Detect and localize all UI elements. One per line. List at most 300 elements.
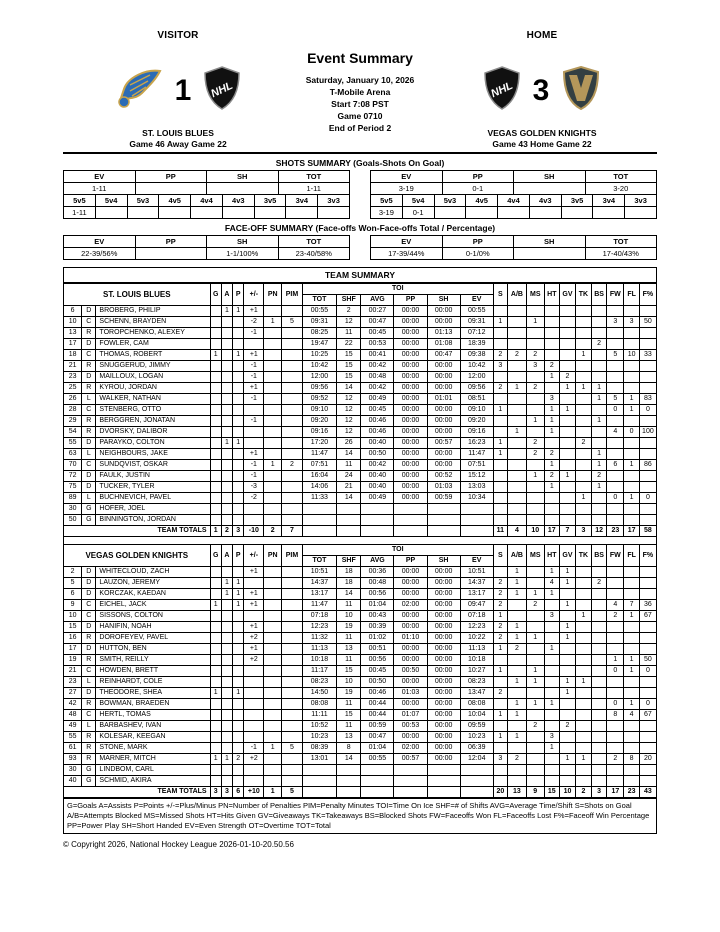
faceoff-group-header: EV — [94, 237, 105, 246]
player-name: BUCHNEVICH, PAVEL — [96, 493, 210, 504]
player-name: TOROPCHENKO, ALEXEY — [96, 328, 210, 339]
player-number: 75 — [64, 482, 82, 493]
team-totals-label: TEAM TOTALS — [64, 787, 210, 798]
shots-group-value — [513, 183, 585, 194]
stat-cell: 00:00 — [427, 754, 460, 765]
stat-cell: 02:00 — [394, 743, 427, 754]
stat-cell: 1 — [233, 600, 244, 611]
stat-cell: 10:52 — [302, 721, 336, 732]
stat-cell: 2 — [607, 754, 624, 765]
player-row — [64, 721, 656, 732]
stat-cell: 08:23 — [460, 677, 493, 688]
stat-cell: 00:00 — [427, 721, 460, 732]
faceoff-value: 22-39/56% — [81, 249, 118, 258]
stat-cell — [221, 471, 232, 482]
stat-cell — [264, 633, 282, 644]
stat-cell: 00:36 — [361, 567, 394, 578]
stat-cell — [624, 361, 639, 372]
stat-cell — [210, 383, 221, 394]
stat-cell: 11:13 — [460, 644, 493, 655]
stat-cell — [560, 611, 576, 622]
player-number: 55 — [64, 438, 82, 449]
stat-cell: 00:50 — [394, 666, 427, 677]
stat-cell — [210, 328, 221, 339]
stat-cell — [264, 776, 282, 787]
stat-cell — [460, 776, 493, 787]
stat-cell — [233, 515, 244, 526]
stat-cell — [244, 438, 264, 449]
stat-cell: 10:27 — [460, 666, 493, 677]
stat-cell — [639, 438, 656, 449]
stat-cell — [624, 765, 639, 776]
player-number: 42 — [64, 699, 82, 710]
total-stat-cell: 5 — [282, 787, 303, 798]
stat-cell — [221, 394, 232, 405]
stat-cell: 2 — [493, 589, 507, 600]
stat-cell — [624, 644, 639, 655]
stat-cell — [526, 482, 544, 493]
player-position: R — [82, 633, 96, 644]
player-row — [64, 438, 656, 449]
legend-text: G=Goals A=Assists P=Points +/-=Plus/Minus PN=Number of Penalties PIM=Penalty Minutes TOI=Time On Ice SHF=# of Shifts AVG=Average Time/Shift S=Shots on Goal A/B=Attempts Blocked MS=Missed Shots HT=Hits Given GV=Giveaways TK=Takeaways BS=Blocked Shots FW=Faceoffs Won FL=Faceoffs Lost F%=Faceoff Win Percentage PP=Power Play SH=Short Handed EV=Even Strength OT=Overtime TOT=Total — [64, 798, 656, 833]
stat-cell: 1 — [624, 394, 639, 405]
stat-cell: 36 — [639, 600, 656, 611]
stat-cell — [526, 743, 544, 754]
stat-cell — [575, 655, 591, 666]
stat-cell — [526, 732, 544, 743]
stat-cell — [210, 405, 221, 416]
stat-cell: 00:49 — [361, 493, 394, 504]
stat-cell — [639, 677, 656, 688]
stat-cell: +2 — [244, 655, 264, 666]
stat-cell: 24 — [337, 471, 361, 482]
stat-cell: 1 — [560, 383, 576, 394]
shots-strength-header: 3v4 — [592, 195, 624, 206]
stat-cell — [282, 361, 303, 372]
total-stat-cell: 7 — [282, 526, 303, 537]
stat-cell — [233, 372, 244, 383]
stat-cell — [221, 482, 232, 493]
stat-cell: 00:00 — [394, 350, 427, 361]
stat-cell — [337, 776, 361, 787]
stat-cell: 01:04 — [361, 600, 394, 611]
stat-cell: +1 — [244, 383, 264, 394]
total-stat-cell — [337, 787, 361, 798]
player-position: R — [82, 699, 96, 710]
team-summary-title: TEAM SUMMARY — [64, 268, 656, 283]
total-stat-cell: 2 — [264, 526, 282, 537]
stat-cell — [282, 427, 303, 438]
home-team-name: VEGAS GOLDEN KNIGHTS — [487, 128, 597, 138]
stat-cell: 1 — [210, 688, 221, 699]
stat-cell: 00:45 — [361, 405, 394, 416]
player-name: LAUZON, JEREMY — [96, 578, 210, 589]
faceoff-summary-tables — [63, 235, 657, 260]
stat-cell: 00:00 — [394, 655, 427, 666]
stat-cell: +2 — [244, 754, 264, 765]
stat-cell: 11 — [337, 460, 361, 471]
stat-cell — [526, 776, 544, 787]
shots-group-header: SH — [206, 171, 278, 182]
stat-cell: 00:47 — [361, 732, 394, 743]
stat-cell — [493, 504, 507, 515]
stat-cell: 4 — [544, 578, 559, 589]
stat-cell — [244, 776, 264, 787]
stat-cell — [607, 765, 624, 776]
stat-cell: 83 — [639, 394, 656, 405]
column-header-ms: MS — [526, 545, 544, 567]
player-row — [64, 427, 656, 438]
stat-cell — [210, 416, 221, 427]
player-name: LINDBOM, CARL — [96, 765, 210, 776]
stat-cell — [507, 460, 526, 471]
stat-cell: 08:08 — [302, 699, 336, 710]
player-number: 30 — [64, 765, 82, 776]
stat-cell — [560, 776, 576, 787]
stat-cell: 01:03 — [427, 482, 460, 493]
stat-cell — [210, 471, 221, 482]
stat-cell — [264, 688, 282, 699]
stat-cell — [591, 677, 606, 688]
stat-cell — [526, 493, 544, 504]
stat-cell — [460, 765, 493, 776]
player-name: MAILLOUX, LOGAN — [96, 372, 210, 383]
player-row — [64, 754, 656, 765]
stat-cell: 67 — [639, 710, 656, 721]
stat-cell — [639, 622, 656, 633]
column-header-tk: TK — [575, 284, 591, 306]
stat-cell: -1 — [244, 416, 264, 427]
stat-cell: 13:47 — [460, 688, 493, 699]
stat-cell — [302, 776, 336, 787]
stat-cell: 4 — [607, 427, 624, 438]
stat-cell — [639, 721, 656, 732]
stat-cell — [244, 699, 264, 710]
stat-cell: 00:00 — [394, 383, 427, 394]
stat-cell: 10:23 — [460, 732, 493, 743]
stat-cell: 14:37 — [302, 578, 336, 589]
stat-cell: 6 — [607, 460, 624, 471]
total-stat-cell — [460, 787, 493, 798]
stat-cell — [264, 765, 282, 776]
stat-cell: 00:55 — [302, 306, 336, 317]
stat-cell: 0 — [639, 666, 656, 677]
stat-cell: 21 — [337, 482, 361, 493]
shots-strength-header: 5v4 — [402, 195, 434, 206]
column-header-fw: FW — [607, 545, 624, 567]
stat-cell: -2 — [244, 317, 264, 328]
toi-column-header-tot: TOT — [302, 295, 336, 306]
player-row — [64, 699, 656, 710]
stat-cell: 10:23 — [302, 732, 336, 743]
faceoff-value: 1-1/100% — [206, 248, 278, 259]
stat-cell — [493, 721, 507, 732]
stat-cell: -2 — [244, 493, 264, 504]
stat-cell: 00:50 — [361, 449, 394, 460]
stat-cell: 2 — [526, 721, 544, 732]
stat-cell: 1 — [507, 578, 526, 589]
stat-cell — [233, 567, 244, 578]
shots-strength-header: 5v5 — [380, 196, 393, 205]
stat-cell — [575, 504, 591, 515]
player-number: 23 — [64, 677, 82, 688]
player-position: G — [82, 515, 96, 526]
stat-cell: 00:00 — [427, 405, 460, 416]
stat-cell: 00:55 — [361, 754, 394, 765]
stat-cell — [493, 471, 507, 482]
total-stat-cell: 43 — [639, 787, 656, 798]
stat-cell — [544, 504, 559, 515]
stat-cell: 12 — [337, 317, 361, 328]
player-row — [64, 383, 656, 394]
stat-cell — [282, 372, 303, 383]
player-row — [64, 339, 656, 350]
player-name: SCHENN, BRAYDEN — [96, 317, 210, 328]
stat-cell — [575, 471, 591, 482]
player-position: D — [82, 372, 96, 383]
player-name: BINNINGTON, JORDAN — [96, 515, 210, 526]
stat-cell — [282, 765, 303, 776]
stat-cell — [264, 677, 282, 688]
stat-cell — [244, 688, 264, 699]
player-position: D — [82, 471, 96, 482]
stat-cell — [591, 328, 606, 339]
stat-cell — [282, 449, 303, 460]
stat-cell — [427, 765, 460, 776]
stat-cell: 1 — [233, 350, 244, 361]
stat-cell — [210, 589, 221, 600]
stat-cell: -1 — [244, 361, 264, 372]
stat-cell — [282, 394, 303, 405]
toi-column-header-pp: PP — [394, 295, 427, 306]
stat-cell: 0 — [607, 666, 624, 677]
stat-cell: 1 — [544, 416, 559, 427]
player-name: WALKER, NATHAN — [96, 394, 210, 405]
stat-cell — [624, 328, 639, 339]
stat-cell — [507, 438, 526, 449]
stat-cell: +1 — [244, 622, 264, 633]
total-stat-cell: 10 — [560, 787, 576, 798]
stat-cell — [507, 317, 526, 328]
stat-cell: 1 — [560, 633, 576, 644]
stat-cell — [591, 515, 606, 526]
stat-cell: 08:25 — [302, 328, 336, 339]
player-name: TUCKER, TYLER — [96, 482, 210, 493]
player-number: 40 — [64, 776, 82, 787]
stat-cell — [544, 633, 559, 644]
stat-cell — [233, 416, 244, 427]
stat-cell: 1 — [507, 589, 526, 600]
player-number: 21 — [64, 666, 82, 677]
game-date: Saturday, January 10, 2026 — [305, 75, 415, 85]
stat-cell: 2 — [493, 383, 507, 394]
stat-cell — [244, 515, 264, 526]
shots-group-header: EV — [94, 172, 105, 181]
column-header-gv: GV — [560, 545, 576, 567]
stat-cell: 12 — [337, 394, 361, 405]
stat-cell: 1 — [544, 743, 559, 754]
team-header-row-1 — [64, 284, 656, 295]
stat-cell — [460, 504, 493, 515]
stat-cell — [264, 589, 282, 600]
stat-cell: 00:56 — [361, 589, 394, 600]
stat-cell — [244, 732, 264, 743]
stat-cell: 00:27 — [361, 306, 394, 317]
stat-cell: 1 — [233, 589, 244, 600]
stat-cell — [264, 754, 282, 765]
stat-cell — [221, 339, 232, 350]
stat-cell — [264, 449, 282, 460]
stat-cell: 12:23 — [302, 622, 336, 633]
player-number: 30 — [64, 504, 82, 515]
stat-cell — [575, 721, 591, 732]
stat-cell — [244, 710, 264, 721]
shots-strength-header: 3v3 — [624, 195, 656, 206]
stat-cell: -3 — [244, 482, 264, 493]
stat-cell — [560, 449, 576, 460]
stat-cell — [233, 449, 244, 460]
stat-cell: 00:00 — [394, 394, 427, 405]
stat-cell — [507, 611, 526, 622]
stat-cell — [210, 306, 221, 317]
shots-strength-header-row — [371, 194, 656, 206]
player-number: 23 — [64, 372, 82, 383]
stat-cell: 11 — [337, 699, 361, 710]
total-stat-cell: -10 — [244, 526, 264, 537]
stat-cell — [639, 449, 656, 460]
stat-cell — [282, 611, 303, 622]
stat-cell — [575, 732, 591, 743]
stat-cell: 86 — [639, 460, 656, 471]
stat-cell: 19:47 — [302, 339, 336, 350]
player-number: 55 — [64, 732, 82, 743]
stat-cell: 3 — [624, 317, 639, 328]
player-name: SUNDQVIST, OSKAR — [96, 460, 210, 471]
stat-cell — [282, 666, 303, 677]
stat-cell — [591, 644, 606, 655]
stat-cell: +1 — [244, 600, 264, 611]
stat-cell — [526, 515, 544, 526]
stat-cell — [591, 317, 606, 328]
player-name: HOFER, JOEL — [96, 504, 210, 515]
stat-cell: 00:41 — [361, 350, 394, 361]
shots-strength-value — [95, 207, 127, 218]
stat-cell — [282, 644, 303, 655]
player-row — [64, 504, 656, 515]
stat-cell — [560, 416, 576, 427]
stat-cell — [221, 600, 232, 611]
stat-cell: 2 — [526, 438, 544, 449]
stat-cell: 00:40 — [361, 482, 394, 493]
stat-cell — [233, 655, 244, 666]
stat-cell: 00:00 — [427, 361, 460, 372]
player-number: 48 — [64, 710, 82, 721]
stat-cell: 1 — [233, 578, 244, 589]
stat-cell — [544, 655, 559, 666]
stat-cell: 1 — [507, 383, 526, 394]
stat-cell: 1 — [544, 589, 559, 600]
home-team-summary-table — [64, 544, 656, 798]
stat-cell: 11:47 — [302, 600, 336, 611]
stat-cell — [560, 644, 576, 655]
stat-cell — [526, 765, 544, 776]
stat-cell — [507, 405, 526, 416]
shots-strength-value — [592, 207, 624, 218]
stat-cell: 1 — [560, 754, 576, 765]
stat-cell: 00:00 — [427, 611, 460, 622]
player-name: SCHMID, AKIRA — [96, 776, 210, 787]
shots-group-header: TOT — [278, 171, 350, 182]
stat-cell: 00:00 — [394, 493, 427, 504]
stat-cell — [607, 622, 624, 633]
stat-cell: 18 — [337, 567, 361, 578]
player-row — [64, 655, 656, 666]
stat-cell — [337, 515, 361, 526]
column-header-tk: TK — [575, 545, 591, 567]
stat-cell — [221, 317, 232, 328]
stat-cell: 2 — [526, 383, 544, 394]
total-stat-cell: 17 — [544, 526, 559, 537]
faceoff-group-header: TOT — [585, 236, 657, 247]
stat-cell — [282, 589, 303, 600]
stat-cell — [264, 578, 282, 589]
stat-cell: 1 — [560, 688, 576, 699]
stat-cell — [302, 765, 336, 776]
player-row — [64, 471, 656, 482]
stat-cell: 1 — [493, 666, 507, 677]
player-number: 10 — [64, 317, 82, 328]
stat-cell — [624, 482, 639, 493]
stat-cell — [639, 732, 656, 743]
stat-cell — [526, 710, 544, 721]
player-number: 26 — [64, 394, 82, 405]
player-position: D — [82, 622, 96, 633]
stat-cell — [526, 655, 544, 666]
stat-cell — [302, 504, 336, 515]
stat-cell: 00:39 — [361, 622, 394, 633]
stat-cell — [210, 655, 221, 666]
stat-cell — [282, 405, 303, 416]
stat-cell — [264, 699, 282, 710]
stat-cell: 00:00 — [394, 460, 427, 471]
stat-cell — [264, 611, 282, 622]
total-stat-cell — [361, 787, 394, 798]
stat-cell — [264, 666, 282, 677]
player-row — [64, 449, 656, 460]
stat-cell — [507, 306, 526, 317]
stat-cell — [607, 633, 624, 644]
stat-cell: +1 — [244, 644, 264, 655]
svg-text:NHL: NHL — [488, 79, 515, 101]
stat-cell — [361, 776, 394, 787]
stat-cell: 00:00 — [394, 306, 427, 317]
stat-cell: 2 — [337, 306, 361, 317]
player-number: 6 — [64, 589, 82, 600]
stat-cell: 1 — [493, 317, 507, 328]
column-header-ms: MS — [526, 284, 544, 306]
stat-cell: 26 — [337, 438, 361, 449]
stat-cell: 00:00 — [427, 306, 460, 317]
stat-cell: 1 — [526, 633, 544, 644]
player-number: 27 — [64, 688, 82, 699]
stat-cell — [221, 427, 232, 438]
stat-cell — [507, 666, 526, 677]
stat-cell — [221, 644, 232, 655]
stat-cell — [264, 394, 282, 405]
stat-cell: 18 — [337, 578, 361, 589]
stat-cell: 07:12 — [460, 328, 493, 339]
player-number: 89 — [64, 493, 82, 504]
